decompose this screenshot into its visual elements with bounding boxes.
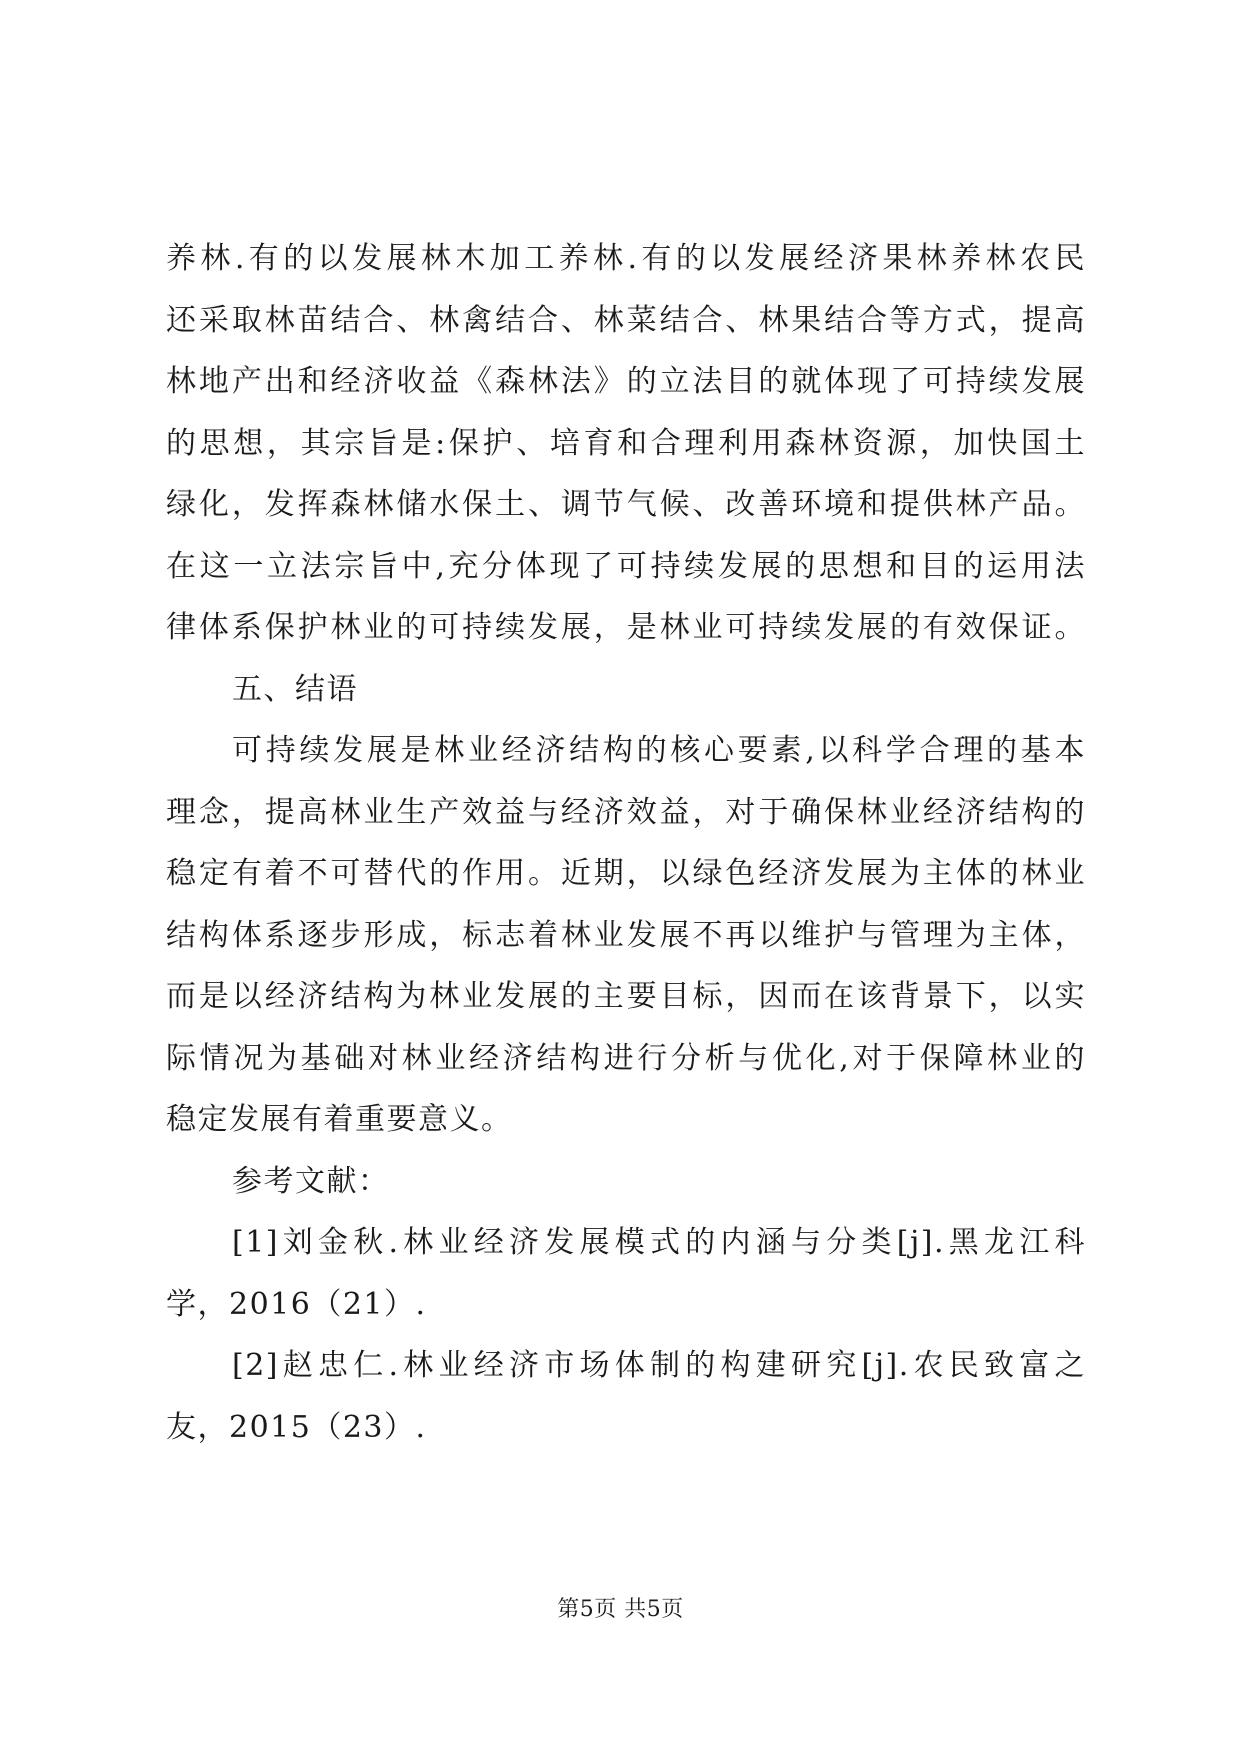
paragraph-line: 绿化，发挥森林储水保土、调节气候、改善环境和提供林产品。 (166, 487, 1086, 522)
body-text (166, 228, 1086, 1458)
paragraph-line: 理念，提高林业生产效益与经济效益，对于确保林业经济结构的 (166, 794, 1086, 830)
paragraph-line: 律体系保护林业的可持续发展，是林业可持续发展的有效保证。 (166, 610, 1086, 645)
paragraph-line: 稳定发展有着重要意义。 (166, 1102, 513, 1137)
references-heading: 参考文献： (232, 1163, 390, 1199)
reference-item: 友，2015（23）. (166, 1409, 427, 1445)
paragraph-line: 养林.有的以发展林木加工养林.有的以发展经济果林养林农民 (166, 241, 1086, 276)
paragraph-line: 结构体系逐步形成，标志着林业发展不再以维护与管理为主体， (166, 917, 1086, 953)
paragraph-line: 的思想，其宗旨是:保护、培育和合理利用森林资源，加快国土 (166, 425, 1086, 461)
paragraph-line: 际情况为基础对林业经济结构进行分析与优化,对于保障林业的 (166, 1040, 1086, 1076)
paragraph-line: 可持续发展是林业经济结构的核心要素,以科学合理的基本 (232, 733, 1086, 768)
paragraph-line: 林地产出和经济收益《森林法》的立法目的就体现了可持续发展 (166, 364, 1086, 399)
paragraph-line: 稳定有着不可替代的作用。近期，以绿色经济发展为主体的林业 (166, 856, 1086, 891)
paragraph-line: 在这一立法宗旨中,充分体现了可持续发展的思想和目的运用法 (166, 548, 1086, 584)
reference-item: [1]刘金秋.林业经济发展模式的内涵与分类[j].黑龙江科 (232, 1225, 1086, 1260)
paragraph-line: 还采取林苗结合、林禽结合、林菜结合、林果结合等方式，提高 (166, 302, 1086, 338)
page-number-footer: 第5页 共5页 (557, 1597, 684, 1622)
reference-item: [2]赵忠仁.林业经济市场体制的构建研究[j].农民致富之 (232, 1348, 1086, 1383)
reference-item: 学，2016（21）. (166, 1286, 427, 1322)
paragraph-line: 而是以经济结构为林业发展的主要目标，因而在该背景下，以实 (166, 979, 1086, 1014)
section-heading: 五、结语 (232, 671, 358, 707)
